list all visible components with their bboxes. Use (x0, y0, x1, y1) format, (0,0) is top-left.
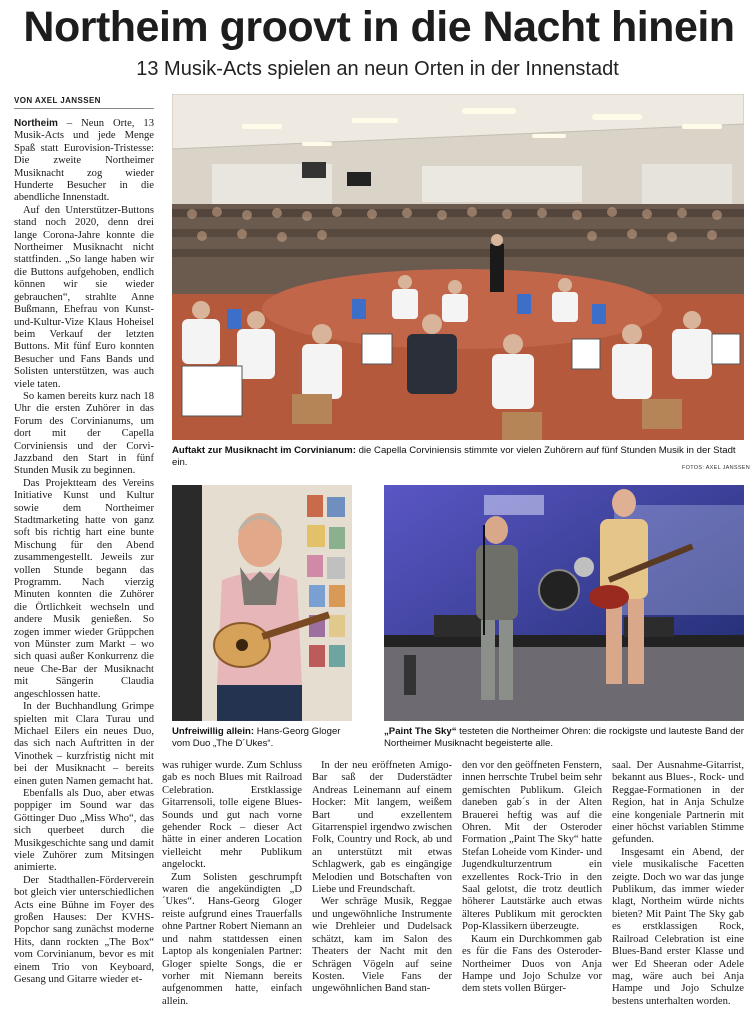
left-caption-bold: Unfreiwillig allein: (172, 726, 255, 737)
main-photo-caption (172, 445, 744, 469)
paragraph-text: – Neun Orte, 13 Musik-Acts und jede Menge Spaß statt Eurovision-Tristesse: Die zweite Northeimer Musiknacht zog wieder Hunderte Besucher in die abendliche Innenstadt. (14, 118, 154, 204)
left-photo (172, 485, 352, 721)
paragraph (612, 847, 744, 1008)
byline: VON AXEL JANSSEN (14, 96, 154, 109)
article-column-1 (14, 118, 154, 986)
article-column-5 (612, 760, 744, 1008)
paragraph (162, 760, 302, 872)
left-photo-caption (172, 726, 352, 750)
left-caption-text: Hans-Georg Gloger vom Duo „The D´Ukes“. (172, 726, 341, 749)
paragraph (612, 760, 744, 847)
right-photo (384, 485, 744, 721)
photo-credit: FOTOS: AXEL JANSSEN (682, 465, 751, 471)
paragraph-text: Zum Solisten geschrumpft waren die angekündigten „D´Ukes“. Hans-Georg Gloger reiste aufgrund eines Trauerfalls ohne Partner Robert Niemann an und nahm stattdessen einen Laptop als kongenialen Partner: Gloger spielte Songs, die er vorher mit Niemann bereits aufgenommen hatte, einfach allein. (162, 871, 302, 1007)
rock-band-illustration (384, 485, 744, 721)
right-photo-caption (384, 726, 744, 750)
paragraph (14, 701, 154, 788)
article-column-3 (312, 760, 452, 996)
paragraph-text: In der neu eröffneten Amigo-Bar saß der Duderstädter Andreas Leinemann auf einem Hocker: Mit langem, weißem Bart und exzellentem Gitarrenspiel irgendwo zwischen Folk, Country und Rock, ab und an unterstützt mit etwas Schlagwerk, gab es eingängige Melodien und Botschaften von Liebe und Freundschaft. (312, 760, 452, 896)
paragraph (14, 118, 154, 205)
right-caption-text: testeten die Northeimer Ohren: die rockigste und lauteste Band der Northeimer Musiknacht begeisterte alle. (384, 726, 744, 749)
paragraph-text: was ruhiger wurde. Zum Schluss gab es noch Blues mit Railroad Celebration. Erstklassige Gitarrensoli, tolle eigene Blues-Sounds und gut nach vorne gehender Rock – dieser Act hätte in einer anderen Location vielleicht mehr Publikum angelockt. (162, 760, 302, 871)
subheadline: 13 Musik-Acts spielen an neun Orten in der Innenstadt (136, 58, 619, 80)
main-photo (172, 94, 744, 440)
headline: Northeim groovt in die Nacht hinein (23, 3, 735, 51)
ukulele-player-illustration (172, 485, 352, 721)
paragraph (14, 391, 154, 478)
paragraph-text: Insgesamt ein Abend, der viele musikalische Facetten zeigte. Doch wo war das junge Publikum, das immer wieder klagt, Northeim würde nichts bieten? Mit Paint The Sky gab es erstklassigen Rock, Railroad Celebration ist eine Blues-Band erster Klasse und wer Ed Sheeran oder Adele mag, wäre auch bei Anja Hampe und Jojo Schulze bestens unterhalten worden. (612, 846, 744, 1007)
paragraph-text: Der Stadthallen-Förderverein bot gleich vier unterschiedlichen Acts eine Bühne im Foyer des großen Hauses: Der KVHS-Popchor sang zunächst moderne Hits, dann rockten „The Box“ vom Corvinianum, bevor es mit einem Trio von Keyboard, Gesang und Gitarre wieder et- (14, 874, 154, 986)
paragraph-text: den vor den geöffneten Fenstern, innen herrschte Trubel beim sehr gemischten Publikum. Gleich daneben gab´s in der Alten Brauerei heftig was auf die Ohren. Mit der Osteroder Formation „Paint The Sky“ hatte Stefan Loheide vom Kinder- und Jugendkulturzentrum ein exzellentes Rock-Trio in den Saal gelotst, die trotz deutlich höherer Lautstärke auch etwas älteres Publikum mit gerockten Pop-Klassikern überzeugte. (462, 760, 602, 933)
paragraph (462, 934, 602, 996)
paragraph (14, 875, 154, 987)
right-caption-bold: „Paint The Sky“ (384, 726, 457, 737)
article-column-4 (462, 760, 602, 996)
paragraph (462, 760, 602, 934)
paragraph-text: Das Projektteam des Vereins Initiative Kunst und Kultur sowie dem Northeimer Stadtmarketing hatte von ganz soft bis richtig hart eine bunte Mischung für den Abend zusammengestellt. Jeweils zur vollen Stunde begann das Programm. Nach vierzig Minuten konnten die Zuhörer die Örtlichkeit wechseln und andere Musik genießen. So zogen immer wieder Grüppchen von Münster zum Markt – wo sich quasi außer Konkurrenz die neue Che-Bar der Musiknacht mit Sängerin Claudia angeschlossen hatte. (14, 477, 154, 700)
paragraph (162, 872, 302, 1008)
paragraph-text: In der Buchhandlung Grimpe spielten mit Clara Turau und Michael Eilers ein neues Duo, das sich nach Auftritten in der Vinothek – kurzfristig nicht mit bei der Musiknacht – bereits einen guten Namen gemacht hat. (14, 701, 154, 787)
article-column-2 (162, 760, 302, 1008)
paragraph (14, 478, 154, 701)
orchestra-illustration (172, 94, 744, 440)
main-caption-text: die Capella Corviniensis stimmte vor vielen Zuhörern auf fünf Stunden Musik in der Stadt ein. (172, 445, 736, 468)
paragraph (312, 896, 452, 995)
paragraph (14, 205, 154, 391)
paragraph (312, 760, 452, 896)
dateline: Northeim (14, 118, 58, 129)
paragraph-text: Ebenfalls als Duo, aber etwas poppiger im Sound war das Göttinger Duo „Miss Who“, das sich querbeet durch die Musikgeschichte sang und damit viele Zuhörer zum Mitsingen animierte. (14, 787, 154, 874)
paragraph-text: Wer schräge Musik, Reggae und ungewöhnliche Instrumente wie Drehleier und Dudelsack schätzt, kam im Salon des Theaters der Nacht mit den Schrägen Vögeln auf seine Kosten. Viele Fans der ungewöhnlichen Band stan- (312, 896, 452, 995)
paragraph-text: So kamen bereits kurz nach 18 Uhr die ersten Zuhörer in das Forum des Corvinianums, um dort mit der Capella Corviniensis und der Corvi-Jazzband den Start in fünf Stunden Musik zu beginnen. (14, 390, 154, 477)
paragraph (14, 788, 154, 875)
paragraph-text: saal. Der Ausnahme-Gitarrist, bekannt aus Blues-, Rock- und Reggae-Formationen in der Region, hat in Anja Schulze eine kongeniale Partnerin mit einer höchst variablen Stimme gefunden. (612, 760, 744, 846)
paragraph-text: Auf den Unterstützer-Buttons stand noch 2020, denn drei lange Corona-Jahre konnte die Northeimer Musiknacht nicht stattfinden. „So lange haben wir die Buttons aufgehoben, endlich können wir sie wieder gebrauchen“, strahlte Anne Bußmann, Ehefrau von Kunst-und-Kultur-Vize Klaus Hoheisel beim Verkauf der letzten Buttons. Mit fünf Euro konnten Besucher und Fans Bands und Solisten unterstützen, was auch viele taten. (14, 204, 154, 390)
main-caption-bold: Auftakt zur Musiknacht im Corvinianum: (172, 445, 356, 456)
paragraph-text: Kaum ein Durchkommen gab es für die Fans des Osteroder-Northeimer Duos von Anja Hampe und Jojo Schulze vor dem stets vollen Bürger- (462, 933, 602, 995)
